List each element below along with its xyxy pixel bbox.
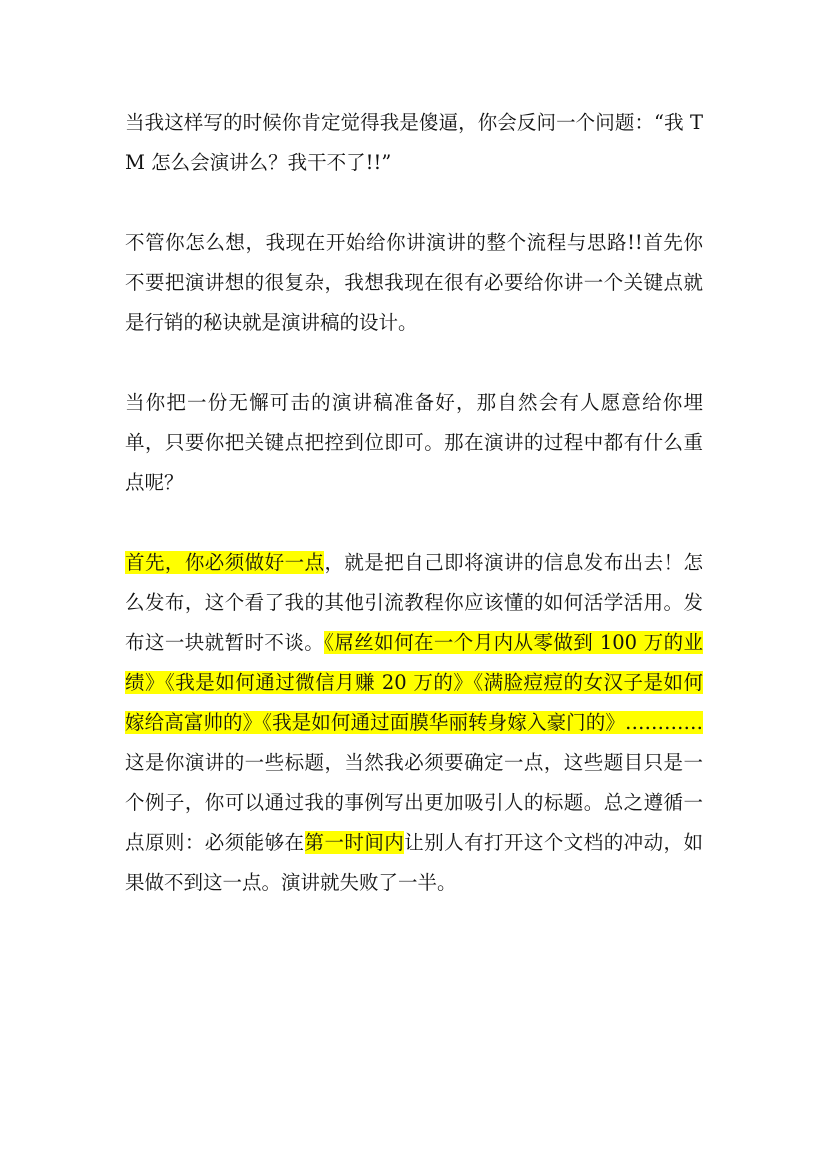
paragraph-4-text: 这是你演讲的一些标题，当然我必须要确定一点，这些题目只是一个例子，你可以通过我的事例写出更加吸引人的标题。总之遵循一点原则：必须能够在 [125,751,703,854]
paragraph-4-text: ，就是把自己即将演讲的信息发布出去！怎么发布，这个看了我的其他引流教程你应该懂的如何活学活用。发布这一块就暂时不谈。 [125,551,703,654]
paragraph-2-text: 不管你怎么想，我现在开始给你讲演讲的整个流程与思路!!首先你不要把演讲想的很复杂，我想我现在很有必要给你讲一个关键点就是行销的秘诀就是演讲稿的设计。 [125,231,703,334]
paragraph-1 [125,103,703,183]
paragraph-4-text: 让别人有打开这个文档的冲动，如果做不到这一点。演讲就失败了一半。 [125,831,703,894]
highlighted-text: 第一时间内 [304,831,405,854]
paragraph-4 [125,543,703,903]
paragraph-3-text: 当你把一份无懈可击的演讲稿准备好，那自然会有人愿意给你埋单，只要你把关键点把控到位即可。那在演讲的过程中都有什么重点呢？ [125,391,703,494]
paragraph-3 [125,383,703,503]
paragraph-1-text: 当我这样写的时候你肯定觉得我是傻逼，你会反问一个问题：“我 TM 怎么会演讲么？我干不了!!” [125,111,703,174]
highlighted-example-titles: 《屌丝如何在一个月内从零做到 100 万的业绩》《我是如何通过微信月赚 20 万的》《满脸痘痘的女汉子是如何嫁给高富帅的》《我是如何通过面膜华丽转身嫁入豪门的》………… [125,631,703,734]
highlighted-text: 首先，你必须做好一点 [125,551,325,574]
document-body [125,103,703,943]
paragraph-2 [125,223,703,343]
